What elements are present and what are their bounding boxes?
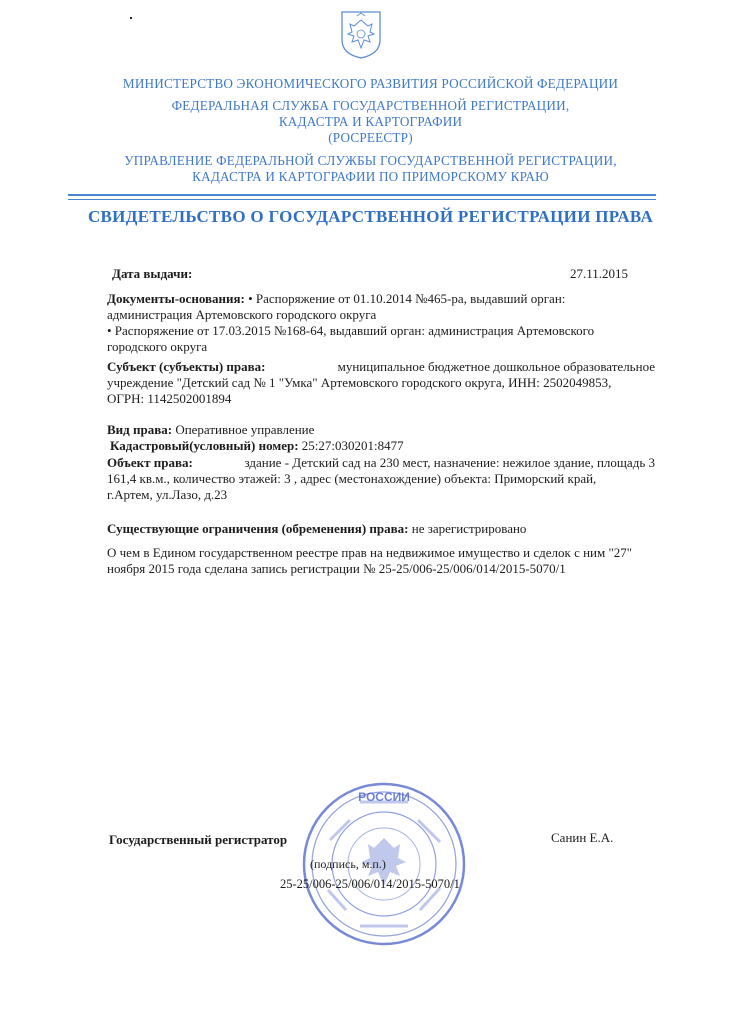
documents-item1-line2: администрация Артемовского городского округа: [107, 307, 377, 322]
registrar-name: Санин Е.А.: [551, 830, 614, 845]
restrictions-value: не зарегистрировано: [411, 521, 527, 536]
object-label: Объект права:: [107, 455, 193, 470]
documents-label: Документы-основания:: [107, 291, 245, 306]
documents-item1-text: • Распоряжение от 01.10.2014 №465-ра, выдавший орган:: [248, 291, 566, 306]
cadastral-label: Кадастровый(условный) номер:: [110, 438, 299, 453]
seal-text: РОССИИ: [358, 790, 410, 804]
service-name-line2: КАДАСТРА И КАРТОГРАФИИ: [278, 114, 463, 129]
documents-item2-line1: • Распоряжение от 17.03.2015 №168-64, выдавший орган: администрация Артемовского: [107, 323, 595, 338]
object-line2: 161,4 кв.м., количество этажей: 3 , адрес (местонахождение) объекта: Приморский край,: [107, 471, 597, 486]
coat-of-arms-emblem: [340, 10, 382, 60]
header-rule-thick: [68, 194, 656, 196]
subject-label: Субъект (субъекты) права:: [107, 359, 266, 374]
object-line1: [107, 455, 655, 472]
issue-date-label: Дата выдачи:: [112, 266, 193, 281]
service-name-line3: (РОСРЕЕСТР): [328, 130, 413, 145]
signature-caption: (подпись, м.п.): [310, 857, 386, 871]
service-name-line1: ФЕДЕРАЛЬНАЯ СЛУЖБА ГОСУДАРСТВЕННОЙ РЕГИСТРАЦИИ,: [171, 98, 570, 113]
subject-line2: учреждение "Детский сад № 1 "Умка" Артемовского городского округа, ИНН: 2502049853,: [107, 375, 612, 390]
ministry-name: МИНИСТЕРСТВО ЭКОНОМИЧЕСКОГО РАЗВИТИЯ РОССИЙСКОЙ ФЕДЕРАЦИИ: [122, 76, 619, 91]
object-text-line1: здание - Детский сад на 230 мест, назначение: нежилое здание, площадь 3: [244, 455, 655, 470]
right-type-row: [107, 422, 314, 439]
certificate-title: СВИДЕТЕЛЬСТВО О ГОСУДАРСТВЕННОЙ РЕГИСТРАЦИИ ПРАВА: [87, 207, 654, 226]
issue-date-value: 27.11.2015: [570, 266, 629, 281]
record-line2: ноября 2015 года сделана запись регистрации № 25-25/006-25/006/014/2015-5070/1: [107, 561, 566, 576]
department-name-line1: УПРАВЛЕНИЕ ФЕДЕРАЛЬНОЙ СЛУЖБЫ ГОСУДАРСТВЕННОЙ РЕГИСТРАЦИИ,: [124, 153, 617, 168]
registrar-label: Государственный регистратор: [109, 832, 288, 847]
record-number: 25-25/006-25/006/014/2015-5070/1: [280, 877, 460, 891]
record-line1: О чем в Едином государственном реестре прав на недвижимое имущество и сделок с ним "27": [107, 545, 633, 560]
header-rule-thin: [68, 199, 656, 200]
subject-line1: [107, 359, 655, 376]
department-name-line2: КАДАСТРА И КАРТОГРАФИИ ПО ПРИМОРСКОМУ КРАЮ: [192, 169, 549, 184]
scan-speck: [130, 17, 132, 19]
cadastral-value: 25:27:030201:8477: [301, 438, 404, 453]
cadastral-row: [110, 438, 404, 455]
restrictions-label: Существующие ограничения (обременения) права:: [107, 521, 409, 536]
right-type-label: Вид права:: [107, 422, 173, 437]
documents-item1-line1: [107, 291, 657, 308]
subject-text-line1: муниципальное бюджетное дошкольное образовательное: [337, 359, 655, 374]
restrictions-row: [107, 521, 526, 538]
documents-item2-line2: городского округа: [107, 339, 208, 354]
subject-line3: ОГРН: 1142502001894: [107, 391, 232, 406]
right-type-value: Оперативное управление: [175, 422, 315, 437]
object-line3: г.Артем, ул.Лазо, д.23: [107, 487, 228, 502]
